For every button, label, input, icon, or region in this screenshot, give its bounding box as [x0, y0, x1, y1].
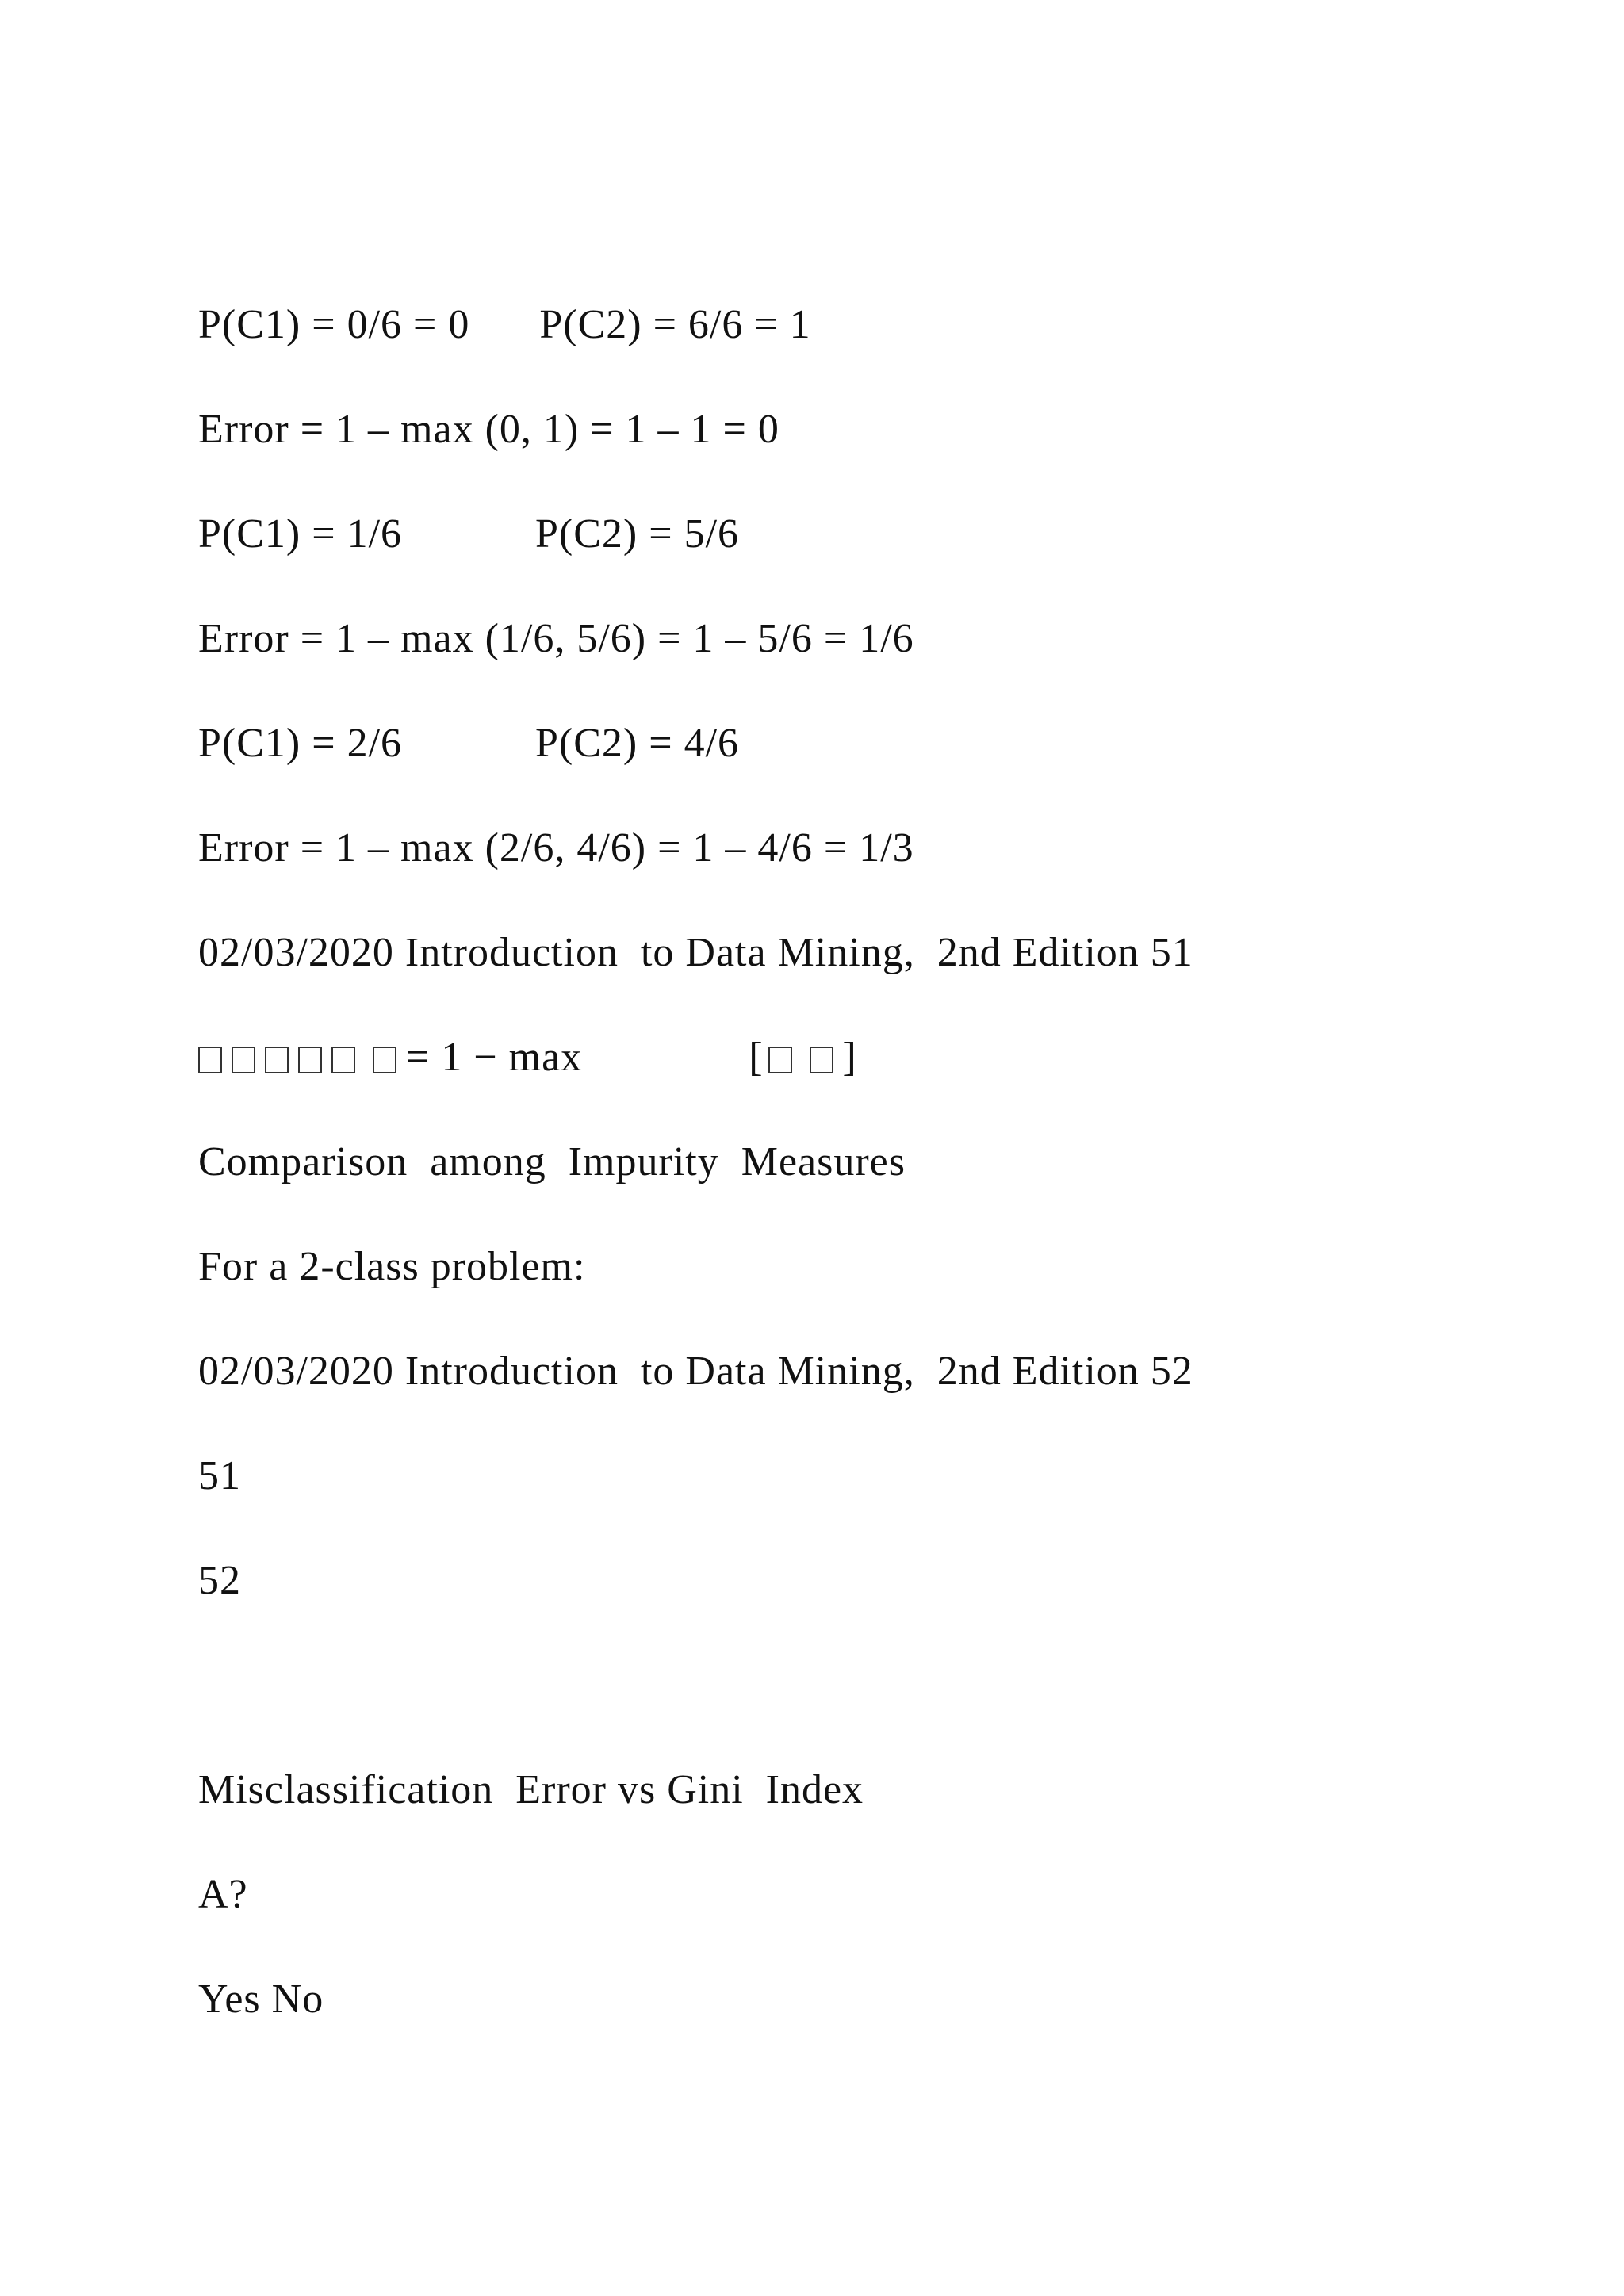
error-line-2: Error = 1 – max (1/6, 5/6) = 1 – 5/6 = 1/6 — [198, 616, 914, 661]
error-line-3: Error = 1 – max (2/6, 4/6) = 1 – 4/6 = 1/3 — [198, 825, 914, 871]
p-c2-value: P(C2) = 4/6 — [535, 721, 740, 766]
p-c1-value: P(C1) = 1/6 — [198, 511, 403, 557]
p-c1-value: P(C1) = 0/6 = 0 — [198, 302, 470, 347]
missing-glyph-icon — [810, 1047, 833, 1073]
p-c1-value: P(C1) = 2/6 — [198, 721, 403, 766]
probability-line-3 — [198, 718, 739, 769]
formula-text: = 1 − max — [406, 1035, 583, 1080]
error-line-1: Error = 1 – max (0, 1) = 1 – 1 = 0 — [198, 407, 779, 452]
missing-glyph-icon — [331, 1047, 355, 1073]
missing-glyph-icon — [373, 1047, 396, 1073]
attribute-question: A? — [198, 1872, 248, 1917]
section-heading-misclassification: Misclassification Error vs Gini Index — [198, 1767, 864, 1812]
page-number-51: 51 — [198, 1453, 241, 1498]
p-c2-value: P(C2) = 6/6 = 1 — [539, 302, 811, 347]
error-formula-line — [198, 1032, 857, 1083]
missing-glyph-icon — [298, 1047, 322, 1073]
page-number-52: 52 — [198, 1558, 241, 1603]
footer-line-51: 02/03/2020 Introduction to Data Mining, 2nd Edition 51 — [198, 930, 1193, 975]
missing-glyph-icon — [265, 1047, 289, 1073]
footer-line-52: 02/03/2020 Introduction to Data Mining, 2nd Edition 52 — [198, 1349, 1193, 1394]
bracket-close: ] — [842, 1035, 857, 1080]
two-class-problem-line: For a 2-class problem: — [198, 1244, 586, 1289]
missing-glyph-icon — [232, 1047, 255, 1073]
probability-line-1 — [198, 300, 811, 350]
missing-glyph-icon — [198, 1047, 222, 1073]
branch-labels: Yes No — [198, 1976, 324, 2022]
missing-glyph-icon — [768, 1047, 792, 1073]
section-heading-comparison: Comparison among Impurity Measures — [198, 1139, 906, 1184]
probability-line-2 — [198, 509, 739, 560]
p-c2-value: P(C2) = 5/6 — [535, 511, 740, 557]
bracket-open: [ — [749, 1035, 764, 1080]
